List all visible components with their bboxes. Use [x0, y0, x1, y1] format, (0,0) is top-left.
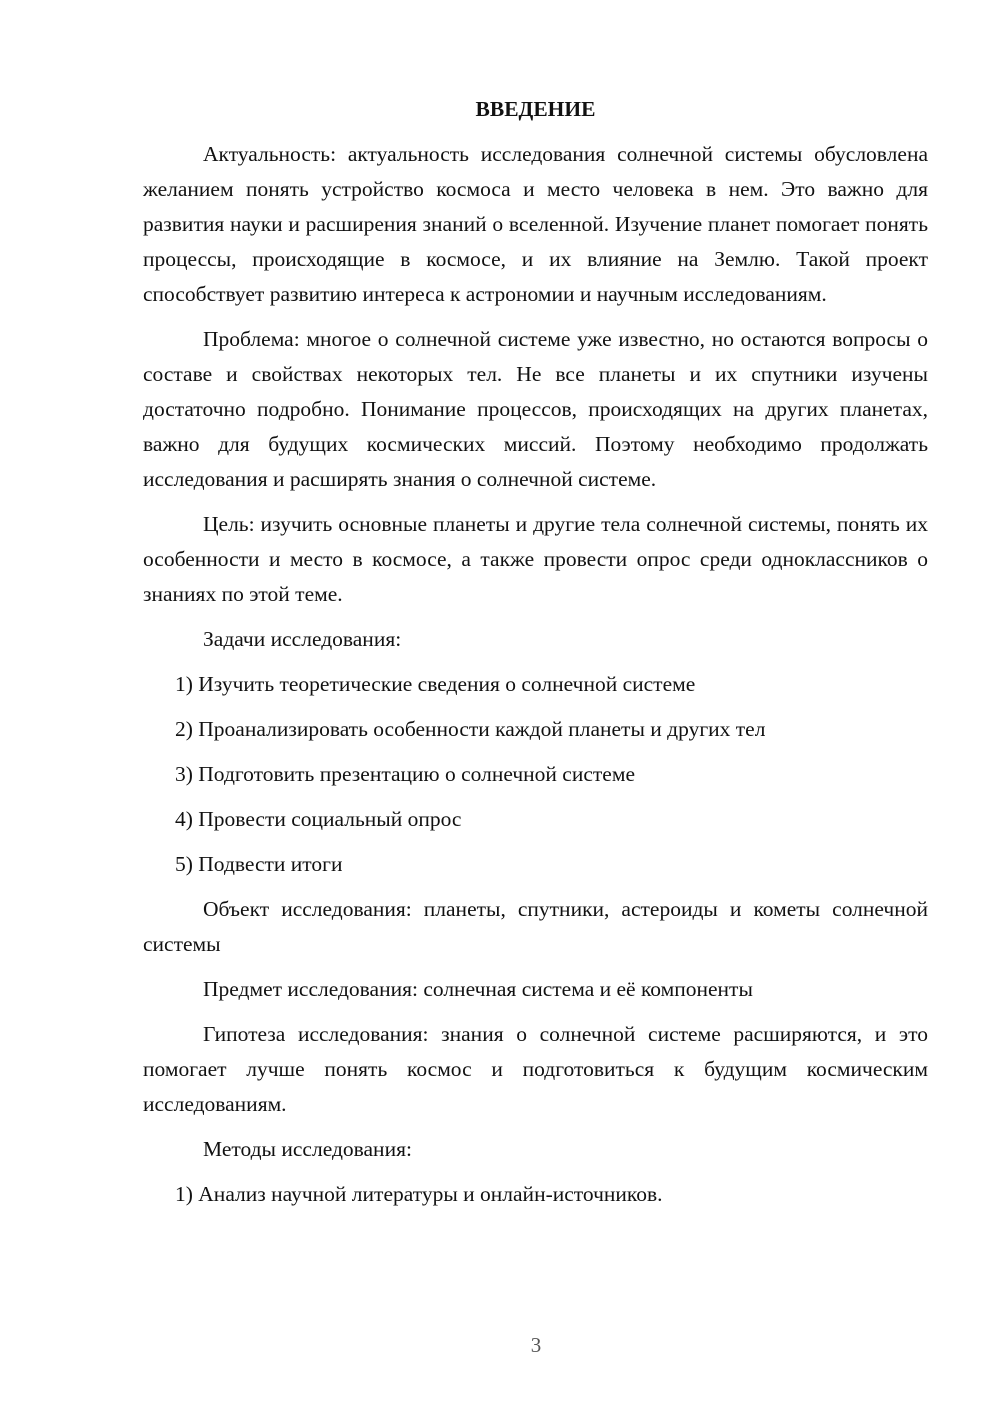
tasks-list — [143, 667, 928, 882]
list-item: 2) Проанализировать особенности каждой планеты и других тел — [175, 717, 766, 741]
goal-paragraph: Цель: изучить основные планеты и другие тела солнечной системы, понять их особенности и место в космосе, а также провести опрос среди одноклассников о знаниях по этой теме. — [143, 512, 928, 606]
document-page — [143, 92, 928, 1222]
list-item: 5) Подвести итоги — [175, 852, 343, 876]
tasks-title: Задачи исследования: — [203, 627, 402, 651]
methods-title: Методы исследования: — [203, 1137, 412, 1161]
page-title: ВВЕДЕНИЕ — [475, 97, 596, 121]
problem-paragraph: Проблема: многое о солнечной системе уже известно, но остаются вопросы о составе и свойствах некоторых тел. Не все планеты и их спутники изучены достаточно подробно. Понимание процессов, происходящих на других планетах, важно для будущих космических миссий. Поэтому необходимо продолжать исследования и расширять знания о солнечной системе. — [143, 327, 928, 491]
hypothesis-paragraph: Гипотеза исследования: знания о солнечной системе расширяются, и это помогает лучше понять космос и подготовиться к будущим космическим исследованиям. — [143, 1022, 928, 1116]
list-item: 4) Провести социальный опрос — [175, 807, 462, 831]
page-number: 3 — [530, 1333, 542, 1357]
subject-paragraph: Предмет исследования: солнечная система и её компоненты — [203, 977, 753, 1001]
list-item: 1) Изучить теоретические сведения о солнечной системе — [175, 672, 696, 696]
object-paragraph: Объект исследования: планеты, спутники, астероиды и кометы солнечной системы — [143, 897, 928, 956]
list-item: 3) Подготовить презентацию о солнечной системе — [175, 762, 635, 786]
list-item: 1) Анализ научной литературы и онлайн-источников. — [175, 1182, 663, 1206]
methods-list — [143, 1177, 928, 1212]
relevance-paragraph: Актуальность: актуальность исследования солнечной системы обусловлена желанием понять устройство космоса и место человека в нем. Это важно для развития науки и расширения знаний о вселенной. Изучение планет помогает понять процессы, происходящие в космосе, и их влияние на Землю. Такой проект способствует развитию интереса к астрономии и научным исследованиям. — [143, 142, 928, 306]
